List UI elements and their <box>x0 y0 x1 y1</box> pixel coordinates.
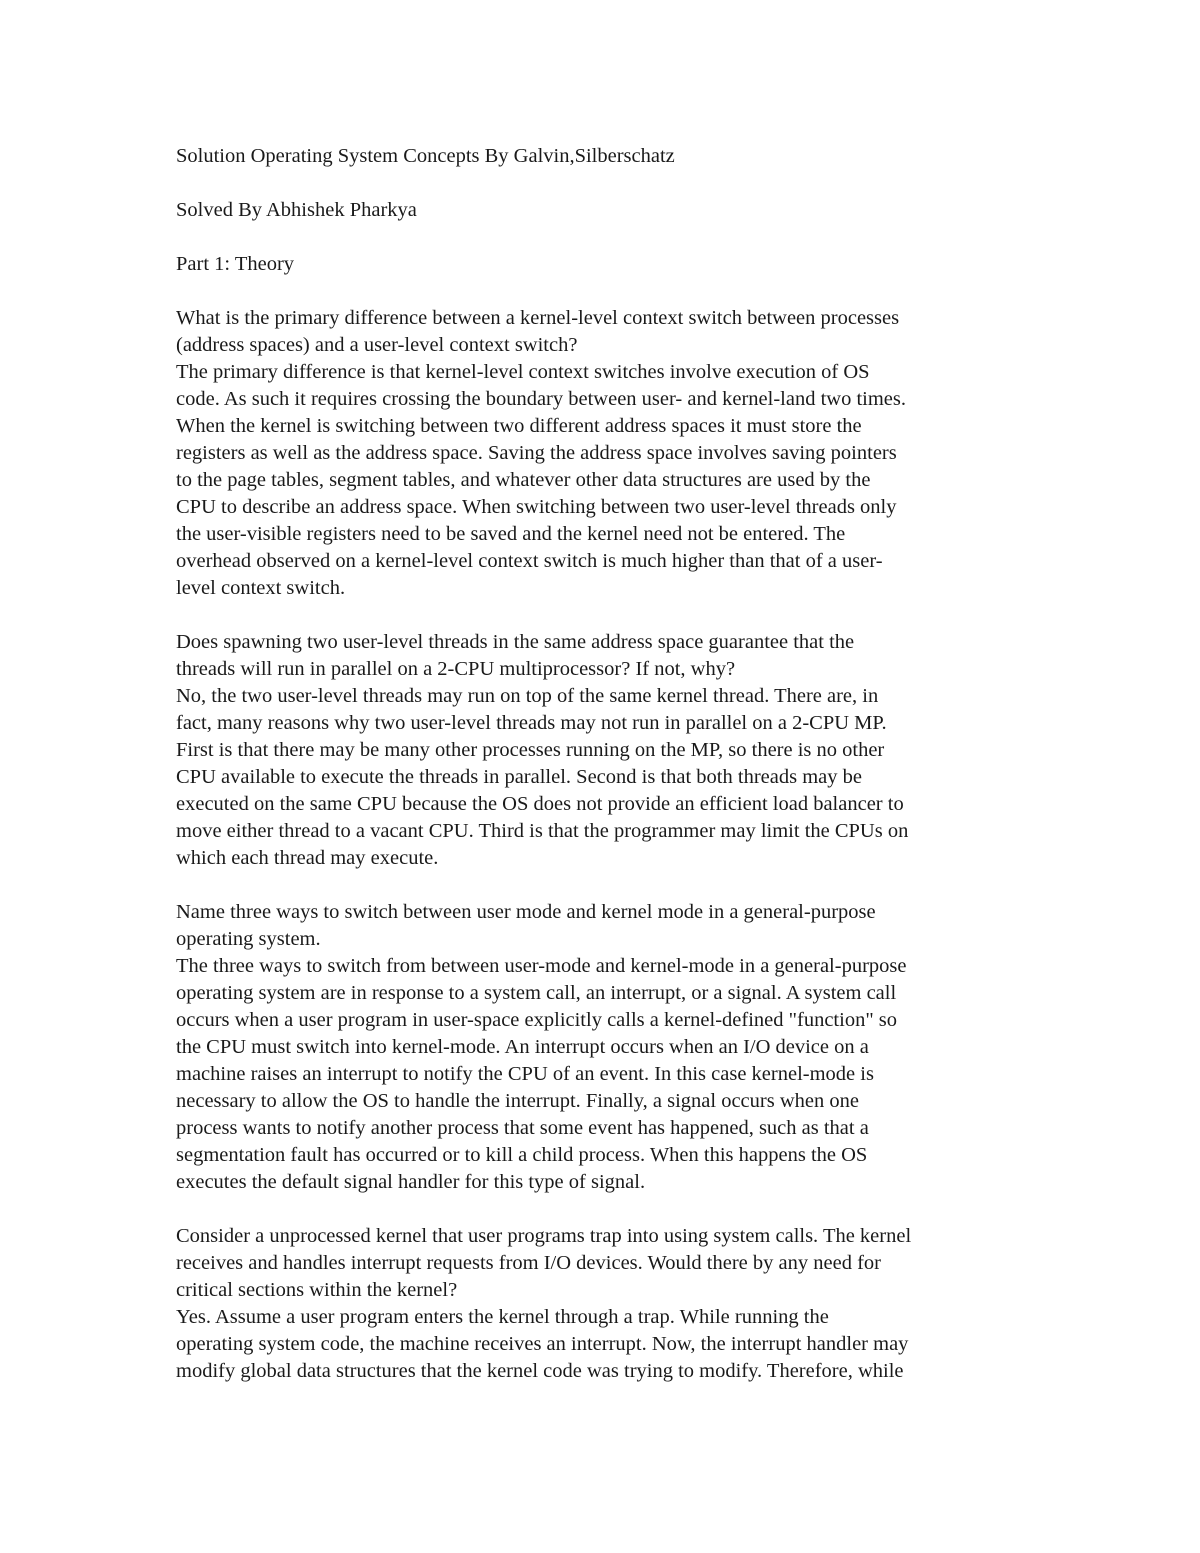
text-line: code. As such it requires crossing the boundary between user- and kernel-land two times. <box>176 388 906 410</box>
text-line: operating system are in response to a system call, an interrupt, or a signal. A system call <box>176 982 897 1004</box>
document-body <box>176 143 1036 1385</box>
text-line: CPU to describe an address space. When switching between two user-level threads only <box>176 496 897 518</box>
text-line: threads will run in parallel on a 2-CPU multiprocessor? If not, why? <box>176 658 736 680</box>
document-author: Solved By Abhishek Pharkya <box>176 199 417 221</box>
spacer <box>176 872 1036 899</box>
text-line: occurs when a user program in user-space explicitly calls a kernel-defined "function" so <box>176 1009 898 1031</box>
text-line: executed on the same CPU because the OS does not provide an efficient load balancer to <box>176 793 904 815</box>
text-line: to the page tables, segment tables, and whatever other data structures are used by the <box>176 469 871 491</box>
text-line: critical sections within the kernel? <box>176 1279 458 1301</box>
section-user-level-threads <box>176 629 1036 872</box>
text-line: Name three ways to switch between user mode and kernel mode in a general-purpose <box>176 901 876 923</box>
part-heading: Part 1: Theory <box>176 253 295 275</box>
text-line: operating system. <box>176 928 321 950</box>
text-line: No, the two user-level threads may run on top of the same kernel thread. There are, in <box>176 685 879 707</box>
text-line: receives and handles interrupt requests from I/O devices. Would there by any need for <box>176 1252 881 1274</box>
section-context-switch <box>176 305 1036 602</box>
spacer <box>176 224 1036 251</box>
text-line: executes the default signal handler for this type of signal. <box>176 1171 646 1193</box>
spacer <box>176 170 1036 197</box>
text-line: operating system code, the machine receives an interrupt. Now, the interrupt handler may <box>176 1333 909 1355</box>
text-line: Yes. Assume a user program enters the kernel through a trap. While running the <box>176 1306 829 1328</box>
text-line: fact, many reasons why two user-level threads may not run in parallel on a 2-CPU MP. <box>176 712 887 734</box>
text-line: The primary difference is that kernel-level context switches involve execution of OS <box>176 361 870 383</box>
text-line: the user-visible registers need to be saved and the kernel need not be entered. The <box>176 523 846 545</box>
spacer <box>176 1196 1036 1223</box>
spacer <box>176 602 1036 629</box>
text-line: Does spawning two user-level threads in the same address space guarantee that the <box>176 631 855 653</box>
spacer <box>176 278 1036 305</box>
section-critical-sections <box>176 1223 1036 1385</box>
document-title: Solution Operating System Concepts By Galvin,Silberschatz <box>176 145 675 167</box>
text-line: What is the primary difference between a kernel-level context switch between processes <box>176 307 900 329</box>
text-line: overhead observed on a kernel-level context switch is much higher than that of a user- <box>176 550 883 572</box>
text-line: necessary to allow the OS to handle the interrupt. Finally, a signal occurs when one <box>176 1090 859 1112</box>
text-line: The three ways to switch from between user-mode and kernel-mode in a general-purpose <box>176 955 907 977</box>
text-line: process wants to notify another process that some event has happened, such as that a <box>176 1117 869 1139</box>
text-line: Consider a unprocessed kernel that user programs trap into using system calls. The kernel <box>176 1225 912 1247</box>
text-line: CPU available to execute the threads in parallel. Second is that both threads may be <box>176 766 862 788</box>
text-line: modify global data structures that the kernel code was trying to modify. Therefore, while <box>176 1360 904 1382</box>
text-line: registers as well as the address space. Saving the address space involves saving pointers <box>176 442 897 464</box>
section-mode-switch <box>176 899 1036 1196</box>
text-line: (address spaces) and a user-level context switch? <box>176 334 578 356</box>
text-line: which each thread may execute. <box>176 847 439 869</box>
text-line: segmentation fault has occurred or to kill a child process. When this happens the OS <box>176 1144 868 1166</box>
text-line: level context switch. <box>176 577 346 599</box>
text-line: When the kernel is switching between two different address spaces it must store the <box>176 415 862 437</box>
text-line: First is that there may be many other processes running on the MP, so there is no other <box>176 739 885 761</box>
text-line: move either thread to a vacant CPU. Third is that the programmer may limit the CPUs on <box>176 820 909 842</box>
text-line: machine raises an interrupt to notify the CPU of an event. In this case kernel-mode is <box>176 1063 874 1085</box>
text-line: the CPU must switch into kernel-mode. An interrupt occurs when an I/O device on a <box>176 1036 869 1058</box>
